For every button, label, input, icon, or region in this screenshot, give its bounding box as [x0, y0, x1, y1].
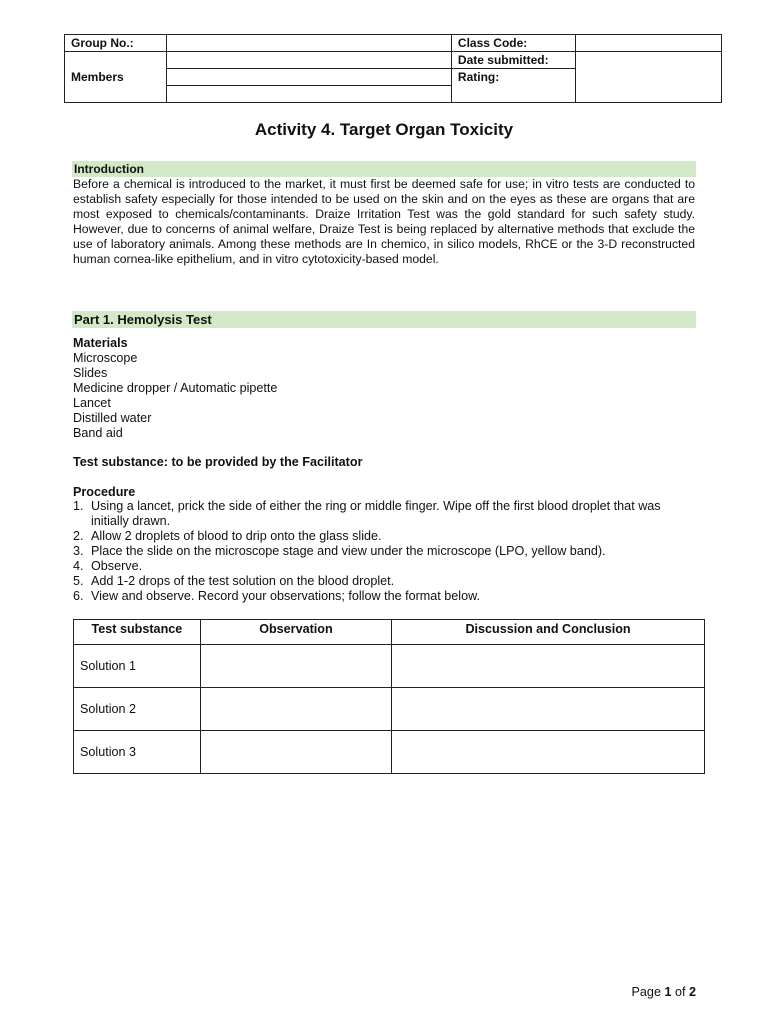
member-field-3[interactable]: [166, 86, 451, 103]
list-item: Lancet: [73, 396, 111, 410]
table-row: [74, 688, 705, 731]
page-number: [632, 985, 696, 999]
materials-list: [73, 351, 277, 441]
step-text: View and observe. Record your observations; follow the format below.: [91, 589, 480, 603]
class-code-label: Class Code:: [451, 35, 575, 52]
procedure-step: [73, 544, 698, 559]
procedure-step: [73, 559, 698, 574]
step-number: 6.: [73, 589, 84, 603]
table-row: [74, 731, 705, 774]
introduction-text: Before a chemical is introduced to the market, it must first be deemed safe for use; in vitro tests are conducted to establish safety especially for those intended to be used on the skin and on the eyes as these are organs that are most exposed to chemicals/contaminants. Draize Irritation Test was the gold standard for such safety study. However, due to concerns of animal welfare, Draize Test is being replaced by alternative methods that exclude the use of laboratory animals. Among these methods are In chemico, in silico models, RhCE or the 3-D reconstructed human cornea-like epithelium, and in vitro cytotoxicity-based model.: [73, 177, 695, 266]
part1-heading: Part 1. Hemolysis Test: [72, 311, 696, 328]
member-field-2[interactable]: [166, 69, 451, 86]
rating-value-field[interactable]: [575, 52, 721, 103]
procedure-step: [73, 499, 698, 529]
discussion-cell[interactable]: [392, 731, 705, 774]
table-header-row: [74, 620, 705, 645]
introduction-heading: Introduction: [72, 161, 696, 177]
procedure-step: [73, 574, 698, 589]
discussion-cell[interactable]: [392, 645, 705, 688]
date-submitted-label: Date submitted:: [451, 52, 575, 69]
observation-cell[interactable]: [200, 731, 391, 774]
class-code-field[interactable]: [575, 35, 721, 52]
column-header: Discussion and Conclusion: [392, 620, 705, 645]
list-item: Medicine dropper / Automatic pipette: [73, 381, 278, 395]
step-text: Add 1-2 drops of the test solution on the blood droplet.: [91, 574, 395, 588]
page-word: Page: [631, 985, 661, 999]
procedure-step: [73, 589, 698, 604]
page-title: Activity 4. Target Organ Toxicity: [254, 120, 514, 139]
step-number: 5.: [73, 574, 84, 588]
list-item: Microscope: [73, 351, 138, 365]
step-text: Using a lancet, prick the side of either the ring or middle finger. Wipe off the first blood droplet that was initially drawn.: [91, 499, 661, 528]
page-total: 2: [688, 985, 696, 999]
materials-heading: Materials: [73, 336, 128, 350]
procedure-list: [73, 499, 698, 604]
step-number: 4.: [73, 559, 84, 573]
step-number: 2.: [73, 529, 84, 543]
solution-label: Solution 2: [74, 688, 201, 731]
list-item: Band aid: [73, 426, 123, 440]
page-current: 1: [664, 985, 672, 999]
solution-label: Solution 3: [74, 731, 201, 774]
member-field-1[interactable]: [166, 52, 451, 69]
observation-cell[interactable]: [200, 688, 391, 731]
procedure-heading: Procedure: [73, 485, 136, 499]
step-number: 1.: [73, 499, 84, 513]
observation-table: [73, 619, 705, 774]
table-row: [74, 645, 705, 688]
of-word: of: [674, 985, 686, 999]
solution-label: Solution 1: [74, 645, 201, 688]
step-text: Place the slide on the microscope stage and view under the microscope (LPO, yellow band).: [91, 544, 606, 558]
procedure-step: [73, 529, 698, 544]
members-label: Members: [65, 52, 167, 103]
rating-label: Rating:: [451, 69, 575, 103]
discussion-cell[interactable]: [392, 688, 705, 731]
column-header: Observation: [200, 620, 391, 645]
column-header: Test substance: [74, 620, 201, 645]
step-text: Observe.: [91, 559, 143, 573]
observation-cell[interactable]: [200, 645, 391, 688]
list-item: Distilled water: [73, 411, 152, 425]
group-label: Group No.:: [65, 35, 167, 52]
test-substance-note: Test substance: to be provided by the Facilitator: [73, 455, 363, 469]
header-info-table: [64, 34, 722, 103]
group-field[interactable]: [166, 35, 451, 52]
step-number: 3.: [73, 544, 84, 558]
list-item: Slides: [73, 366, 108, 380]
step-text: Allow 2 droplets of blood to drip onto the glass slide.: [91, 529, 382, 543]
